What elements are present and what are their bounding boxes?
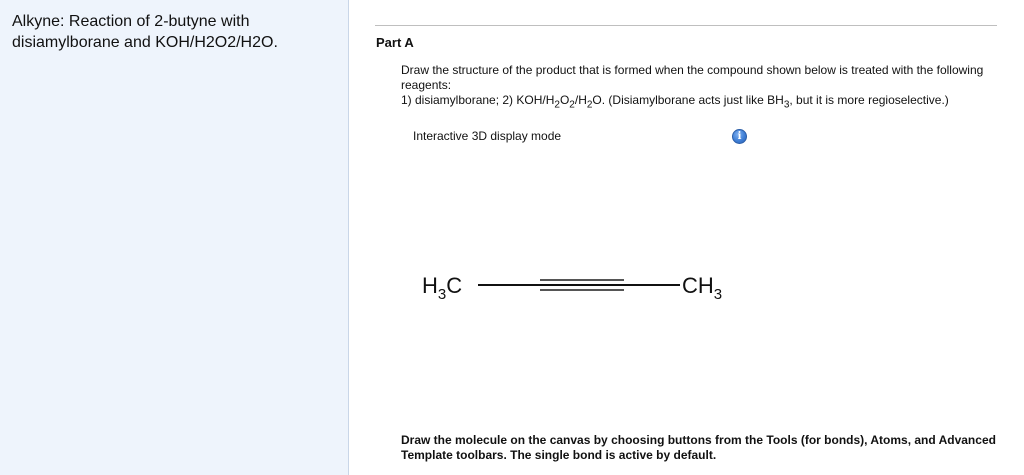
canvas-instructions: Draw the molecule on the canvas by choosing buttons from the Tools (for bonds), Atoms, and Advanced Template toolbars. The single bond is active by default.: [401, 433, 996, 462]
molecule-structure: [410, 255, 770, 315]
part-instructions: [401, 63, 1011, 112]
prompt-text: Draw the structure of the product that is formed when the compound shown below is treated with the following reagents:: [401, 63, 984, 92]
left-methyl-label: $H_3C$: [422, 273, 463, 303]
question-sidebar: [0, 0, 349, 475]
divider: [375, 25, 997, 26]
display-mode-label: Interactive 3D display mode: [413, 129, 562, 143]
question-title: Alkyne: Reaction of 2-butyne with disiamylborane and KOH/H2O2/H2O.: [12, 13, 278, 51]
right-methyl-label: $CH_3$: [682, 273, 723, 303]
reagents-text: 1) disiamylborane; 2) KOH/$H_2O_2/H_2O$. (Disiamylborane acts just like $BH_3$, but it is more regioselective.): [401, 93, 949, 111]
info-icon[interactable]: i: [732, 129, 747, 144]
question-content: [350, 0, 1024, 475]
part-label: Part A: [376, 35, 414, 50]
